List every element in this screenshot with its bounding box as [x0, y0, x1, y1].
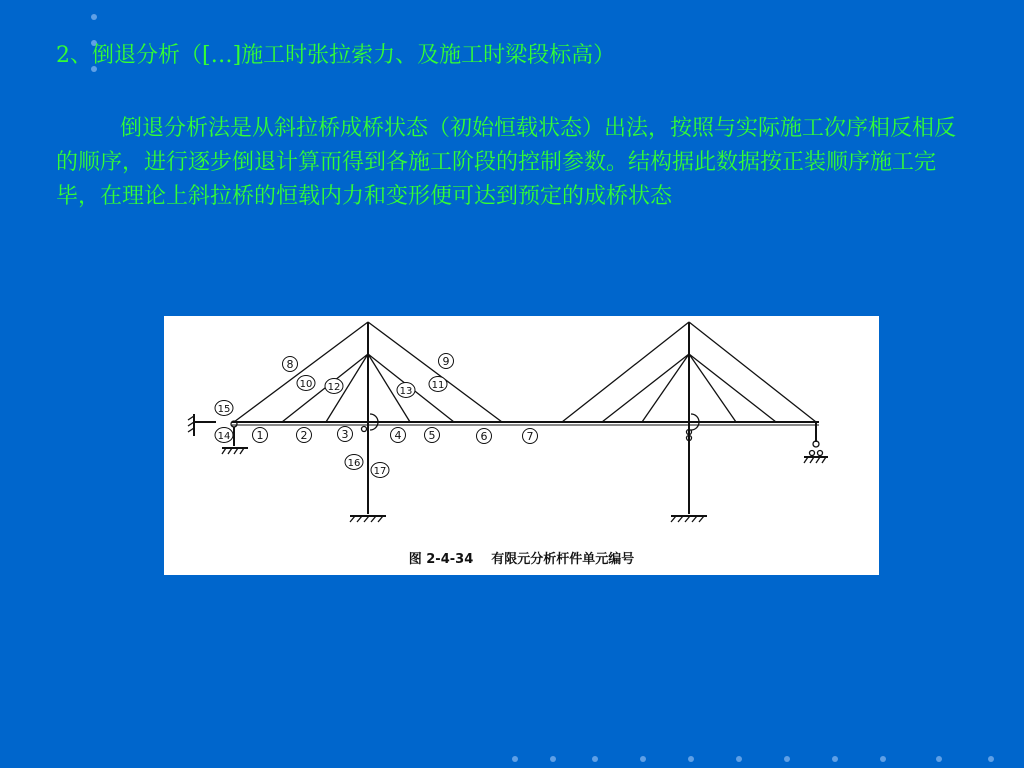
element-label: 9: [442, 355, 450, 368]
element-label: 11: [431, 380, 445, 391]
element-label: 4: [394, 429, 402, 442]
cable: [602, 354, 689, 422]
hinge-node: [362, 427, 367, 432]
element-label: 10: [299, 379, 313, 390]
cable: [689, 354, 776, 422]
decor-dot: [592, 756, 598, 762]
element-label: 3: [341, 428, 349, 441]
element-label: 15: [217, 404, 231, 415]
decor-dot: [736, 756, 742, 762]
decor-dot: [550, 756, 556, 762]
caption-text: 有限元分析杆件单元编号: [491, 552, 635, 567]
element-label: 16: [347, 458, 361, 469]
cable: [642, 354, 689, 422]
bridge-diagram-figure: [164, 316, 879, 575]
caption-number: 图 2-4-34: [408, 552, 474, 567]
element-label: 1: [256, 429, 264, 442]
element-label: 17: [373, 466, 387, 477]
element-label: 8: [286, 358, 294, 371]
bridge-diagram: [164, 316, 879, 546]
slide-title: 2、倒退分析（[…]施工时张拉索力、及施工时梁段标高）: [56, 43, 616, 68]
figure-caption: [164, 548, 879, 567]
decor-dot: [688, 756, 694, 762]
decor-dot: [512, 756, 518, 762]
decor-dot: [640, 756, 646, 762]
cable: [689, 322, 816, 422]
decor-dot: [832, 756, 838, 762]
decor-dot: [91, 14, 97, 20]
element-label: 14: [217, 431, 231, 442]
cable: [689, 354, 736, 422]
decor-dot: [936, 756, 942, 762]
element-label: 13: [399, 386, 413, 397]
decor-dot: [988, 756, 994, 762]
element-label: 5: [428, 429, 436, 442]
roller: [818, 451, 823, 456]
body-paragraph: 倒退分析法是从斜拉桥成桥状态（初始恒载状态）出法，按照与实际施工次序相反相反的顺序，进行逐步倒退计算而得到各施工阶段的控制参数。结构据此数据按正装顺序施工完毕，在理论上斜拉桥的恒载内力和变形便可达到预定的成桥状态: [56, 116, 957, 209]
cable: [562, 322, 689, 422]
decor-dot: [784, 756, 790, 762]
element-labels: [215, 354, 538, 478]
roller: [810, 451, 815, 456]
element-label: 7: [526, 430, 534, 443]
element-label: 2: [300, 429, 308, 442]
decor-dot: [880, 756, 886, 762]
element-label: 6: [480, 430, 488, 443]
element-label: 12: [327, 382, 341, 393]
